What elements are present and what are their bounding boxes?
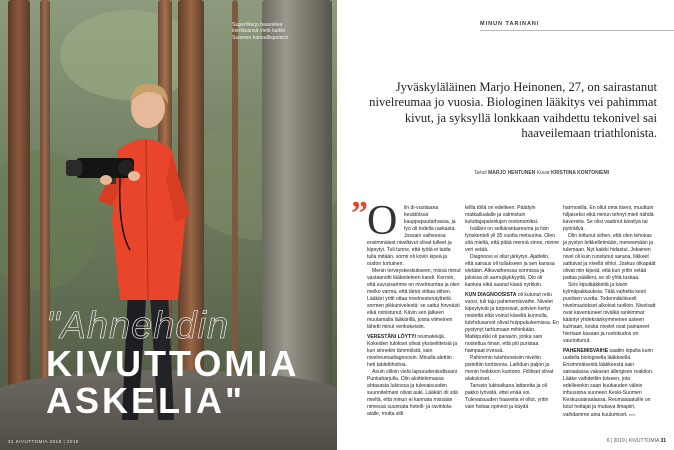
section-divider: [480, 30, 674, 31]
article-lead: Jyväskyläläinen Marjo Heinonen, 27, on sairastanut nivelreumaa jo vuosia. Biologinen lääkitys vei pahimmat kivut, ja syksyllä lonkkaan vaihdettu tekonivel sai haaveilemaan triathlonista.: [369, 80, 657, 140]
article-column-3: [563, 205, 657, 419]
headline-italic: "Ahnehdin: [46, 305, 230, 347]
paragraph: Isälläni on selkärankareuma ja hän työskenteli yli 35 vuotta metsurina. Olen sitä mieltä, että pitää mennä sinne, minne veri vetää.: [465, 226, 560, 253]
quote-mark-icon: ”: [351, 195, 368, 232]
paragraph: VERESTÄNI LÖYTYI reumatekijä. Kokeiden tulokset olivat yksiselitteisiä ja kun sinnekin tämmöistä, sain nivelreumadiagnoosin. Minulla alettiin heti tablettihoitoa.: [367, 334, 458, 368]
paragraph: Menin terveyskeskukseen, missä minut vastaanotti lääketieteen kandi. Kerroin, että suvussamme on nivelreumaa ja olen melko varma, että tämä viittaa siihen. Lääkäri yritti ottaa nivelnestenäytteitä sormen pikkunivelestä: se sattui hirveästi eikä onnistunut. Kävin sen jälkeen muutamalla lääkärillä, joista viimeinen lähetti minut verikokeisiin.: [367, 268, 461, 330]
drop-cap: O: [367, 198, 398, 244]
subhead: KUN DIAGNOOSISTA: [465, 292, 517, 298]
headline-bold-line-1: KIVUTTOMIA: [46, 343, 300, 384]
credit-photo-label: Kuvat: [536, 170, 550, 176]
continue-arrow-icon: ▸▸▸: [628, 412, 636, 417]
article-credits: [347, 170, 609, 176]
paragraph: Tanssin lukioaikana lattareita ja oli pakko lyövätä, ettei enää voi. Tulevaisuuden haaveita ei ollut, yritin vain hoitaa opinnot ja käydä: [465, 383, 549, 410]
credit-text-name: MARJO HENTUNEN: [488, 170, 536, 176]
paragraph: Diagnoosi ei ollut järkytys. Ajattelin, että sairaus oli tullakseen ja sen kanssa eletään. Alkuvaiheessa sormissa ja jaloissa oli aamujäykkyyttä. Olo oli kankea eikä saanut käsiä nyrkkiin.: [465, 254, 555, 288]
paragraph: harrnosilla. En ollut oma itseni, muuttuin hiljaiseksi eikä minun tehnyt mieli nähdä kavereita. Se olisi vaatinut kävelyä tai pyöräilyä.: [563, 205, 654, 232]
paragraph: lin di-vuotiaana kesätöissä kauppapuutarhassa, ja työ oli todella raskasta. Jossain vaiheessa ensimmäiset nivelkivut olivat tulleet ja kipeytyi. Tuli tunne, että työtä ei taida tulla mitään, sormi oli kovin kipeä ja oudon turtuinen.: [367, 205, 456, 267]
subhead: VERESTÄNI LÖYTYI: [367, 334, 416, 340]
paragraph: Siirs kipulääkkeitä ja kävin kylmäpakkauksia. Tätä vaihetta kesti puolisen vuotta. Todennäköisesti nivelmuutokset alkoivat tuolloin. Nivelsatt ovat kaventuneet nivälkä rankimmat kääntyi yhdeksänkymmenen asteen kulmaan, koska nivelet ovat painaneet hiertaan kasaan ja ruotokudos on vaurioitunut.: [563, 282, 656, 344]
section-label: MINUN TARINANI: [480, 21, 540, 27]
footer-issue: 6 | 2019 | KIVUTTOMIA: [606, 438, 660, 444]
page-number: 31: [660, 438, 666, 444]
credit-text-label: Teksti: [473, 170, 487, 176]
paragraph: tellla töitä on edelleen. Päädyin matkailualalle ja valmistuin kuluttajapalvelujen restonomiksi.: [465, 205, 539, 225]
article-column-1: [367, 205, 461, 418]
paragraph: Olin tottunut siihen, että olen tehokas ja pystyn leikkelleimään, meneemään ja tulemaan. Nyt kaikki hidastui. Jokainen nivel oli kuin ruostunut sarana, liikkeet sattuivat ja nivellä vihloi. Joskus olkapäät olivat niin kipeät, että kun yritin vetää paitaa päälleni, se oli yhtä tuskaa.: [563, 233, 656, 281]
credit-photo-name: KRISTIINA KONTONIEMI: [550, 170, 609, 176]
paragraph: Asuin silloin vielä lapsuudenkodissani Punkaharjulla. Olin aloittelemassa ahtavasta lukiossa ja tulevaisuuden suunnitelmani olivat auki. Lääkäri oli sitä mieltä, että minun ei kannata missään nimessä suunnata hotelli- ja ravintola-alalle, mutta silti: [367, 369, 458, 417]
paragraph: Pahimmin tulehtuneisiin niveliin pistettiin kortisonia. Laihduin paljon ja menin heikkoon kuntoon. Fiilikset olivat alakuloiset.: [465, 355, 554, 382]
article-column-2: [465, 205, 559, 411]
right-footer: [607, 438, 666, 444]
left-footer: 31 KIVUTTOMIA 2019 | 2019: [8, 439, 79, 444]
headline-bold-line-2: ASKELIA": [46, 380, 246, 421]
paragraph: KUN DIAGNOOSISTA oli kulunut reilu vuosi, tuli taju pahenemisvaihe. Nivelet kipeytyivät ja turposivat, polvien kertyi nestettä eikä voinut kävellä kunnolla, tulehdusarvot olivat huippukukemissa. En pystynyt tarttumaan mihinkään. Matkipurkki oli panavin, jonka sain nostettua ilman, että piti puristaa hampaat irvessä.: [465, 292, 559, 354]
subhead: PAHENEMISVAIHE: [563, 348, 609, 354]
article-page: [337, 0, 674, 450]
photo-caption: SuperMarjo haaveilee kiertävänsä vielä kaikki Suomen kansallispuistot.: [232, 22, 290, 41]
paragraph: PAHENEMISVAIHE saatiin lopulta kurin uudella biologisella lääkkeellä. Ensimmäisestä lääkkeestä sain sairaalassa vakavan allergisen reaktion. Lääke vaihdettiin toiseen, jota edelleenkin saan kuukauden välein infuusiona suoneen Keski-Suomen Keskussairaalassa. Reumasaatuille on tutut hoitajat ja mukava ilmapiiri, vaihdamme aina kuulumiset. ▸▸▸: [563, 348, 654, 418]
